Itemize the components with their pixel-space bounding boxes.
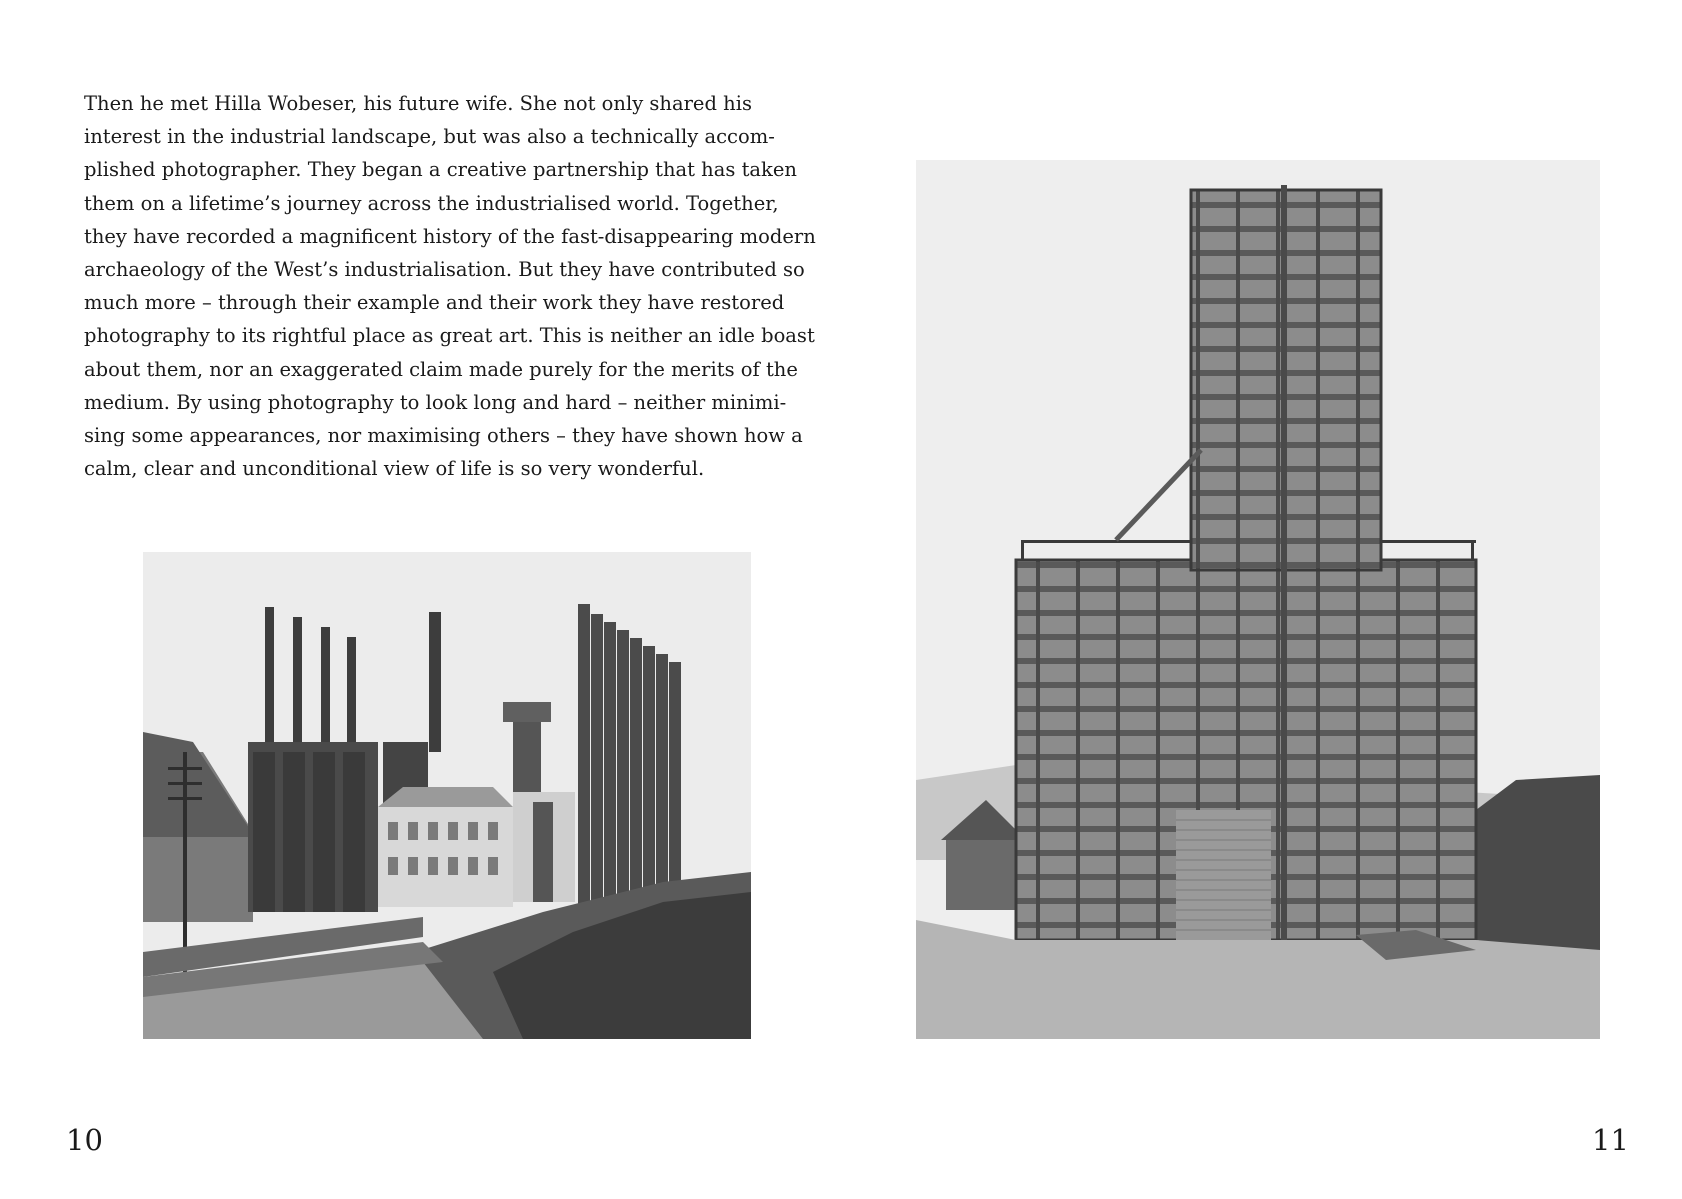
industrial-tower-photo — [916, 160, 1600, 1039]
industrial-tower-image — [916, 160, 1600, 1039]
page-number-left: 10 — [66, 1123, 103, 1157]
blast-furnace-photo — [143, 552, 751, 1039]
text-line: them on a lifetime’s journey across the industrialised world. Together, — [84, 191, 779, 215]
text-line: sing some appearances, nor maximising others – they have shown how a — [84, 424, 803, 448]
text-line: Then he met Hilla Wobeser, his future wife. She not only shared his — [84, 92, 752, 115]
text-line: plished photographer. They began a creative partnership that has taken — [84, 158, 797, 182]
blast-furnace-image — [143, 552, 751, 1039]
text-line: about them, nor an exaggerated claim made purely for the merits of the — [84, 357, 798, 381]
page-number-right: 11 — [1592, 1123, 1629, 1157]
text-line: much more – through their example and their work they have restored — [84, 291, 785, 315]
text-line: interest in the industrial landscape, but was also a technically accom- — [84, 125, 775, 149]
text-line: calm, clear and unconditional view of life is so very wonderful. — [84, 457, 705, 481]
body-text — [84, 87, 816, 485]
text-line: photography to its rightful place as great art. This is neither an idle boast — [84, 324, 815, 348]
text-line: medium. By using photography to look long and hard – neither minimi- — [84, 390, 787, 414]
text-line: archaeology of the West’s industrialisation. But they have contributed so — [84, 258, 805, 282]
text-line: they have recorded a magnificent history of the fast-disappearing modern — [84, 224, 816, 248]
